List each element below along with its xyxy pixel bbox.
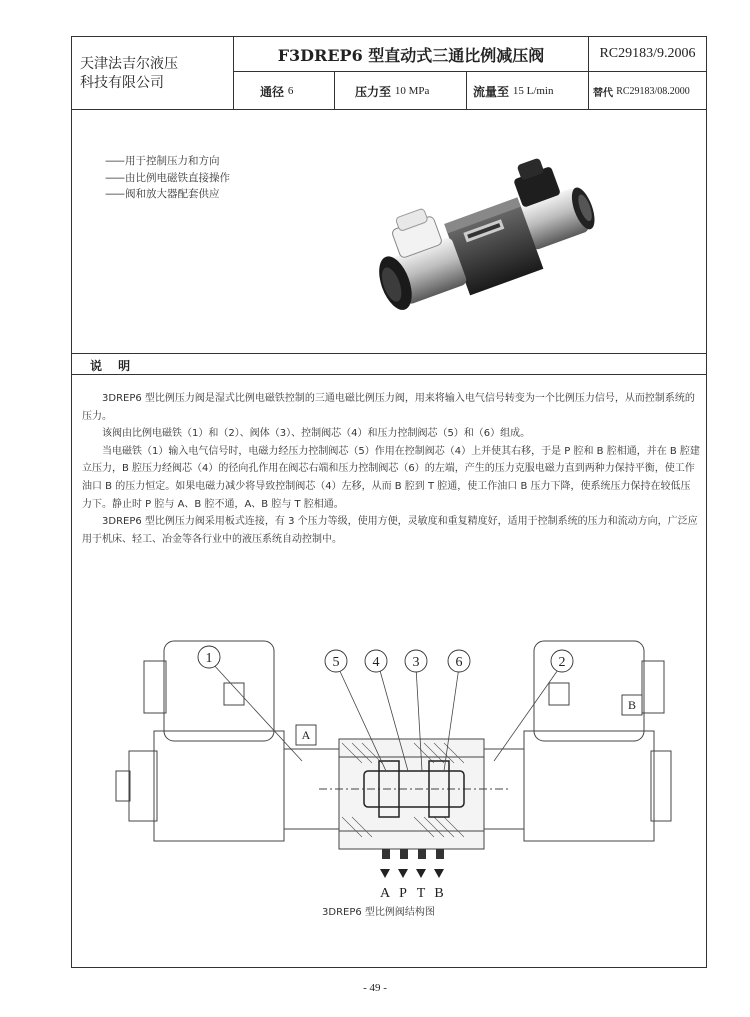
document-number: RC29183/9.2006 [589,37,706,72]
port-label: P [399,886,407,901]
product-photo [357,137,627,347]
drawing-caption: 3DREP6 型比例阀结构图 [322,907,435,918]
solenoid-b-label: B [627,698,637,712]
size-label: 通径 [260,84,285,99]
company-name [72,37,234,110]
port-label: B [434,886,444,901]
callout-label: 6 [455,655,463,670]
description-text [82,390,700,548]
replaces-label: 替代 [593,87,613,99]
description-paragraph: 3DREP6 型比例压力阀采用板式连接，有 3 个压力等级，使用方便，灵敏度和重复精度好，适用于控制系统的压力和流动方向，广泛应用于机床、轻工、冶金等各行业中的液压系统自动控制中。 [82,516,698,545]
replaces-value: RC29183/08.2000 [616,85,690,97]
callout-label: 3 [412,655,420,670]
company-line-1: 天津法吉尔液压 [80,55,178,72]
structure-drawing [114,621,674,901]
callout-label: 1 [205,651,213,666]
max-flow [467,72,589,110]
flow-value: 15 L/min [512,85,554,97]
page-number: - 49 - [363,982,387,994]
callout-label: 2 [558,655,566,670]
max-pressure [335,72,467,110]
pressure-label: 压力至 [355,84,392,99]
feature-list [105,153,230,203]
port-label: T [416,886,426,901]
port-label: A [379,886,391,901]
flow-label: 流量至 [473,84,510,99]
pressure-value: 10 MPa [394,85,430,97]
replaces [589,72,706,110]
callout-label: 4 [372,655,380,670]
feature-item: —— 用于控制压力和方向 [105,153,230,170]
solenoid-a-label: A [301,728,311,742]
size-value: 6 [287,85,294,97]
section-heading: 说 明 [72,353,706,375]
description-paragraph: 该阀由比例电磁铁（1）和（2）、阀体（3）、控制阀芯（4）和压力控制阀芯（5）和（6）组成。 [102,428,531,440]
callout-label: 5 [332,655,340,670]
nominal-size [234,72,335,110]
page-frame [71,36,707,968]
header-table [72,37,706,110]
description-paragraph: 当电磁铁（1）输入电气信号时，电磁力经压力控制阀芯（5）作用在控制阀芯（4）上并使其右移，于是 P 腔和 B 腔相通，并在 B 腔建立压力，B 腔压力经阀芯（4）的径向孔作用在阀芯右端和压力控制阀芯（6）的左端，产生的压力克服电磁力直到两种力保持平衡，使工作油口 B 的压力恒定。如果电磁力减少将导致控制阀芯（4）左移，从而 B 腔到 T 腔通，使工作油口 B 压力下降，使系统压力保持在较低压力下。静止时 P 腔与 A、B 腔不通，A、B 腔与 T 腔相通。 [82,445,700,510]
company-line-2: 科技有限公司 [80,74,164,91]
description-paragraph: 3DREP6 型比例压力阀是湿式比例电磁铁控制的三通电磁比例压力阀，用来将输入电气信号转变为一个比例压力信号，从而控制系统的压力。 [82,393,695,422]
document-title: F3DREP6 型直动式三通比例减压阀 [234,37,589,72]
feature-item: —— 由比例电磁铁直接操作 [105,170,230,187]
feature-item: —— 阀和放大器配套供应 [105,186,230,203]
